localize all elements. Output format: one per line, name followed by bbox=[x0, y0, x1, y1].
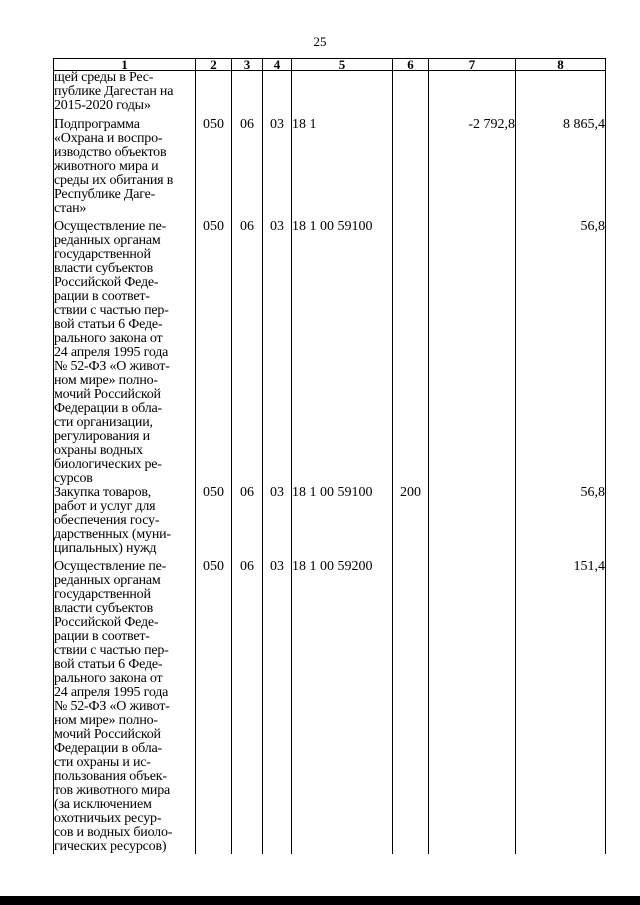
section-code-cell: 06 bbox=[232, 560, 263, 854]
description-line: власти субъектов bbox=[54, 601, 153, 616]
amendment-amount-cell: -2 792,8 bbox=[429, 118, 516, 220]
description-line: государственной bbox=[54, 587, 151, 602]
target-article-code-cell bbox=[292, 71, 393, 119]
description-line: ном мире» полно- bbox=[54, 373, 158, 388]
description-line: биологических ре- bbox=[54, 457, 162, 472]
table-row bbox=[54, 220, 606, 486]
subsection-code-cell: 03 bbox=[263, 486, 292, 560]
description-line: ципальных) нужд bbox=[54, 541, 157, 556]
description-line: сов и водных биоло- bbox=[54, 825, 173, 840]
budget-table bbox=[53, 58, 606, 854]
description-line: дарственных (муни- bbox=[54, 527, 171, 542]
description-line: власти субъектов bbox=[54, 261, 153, 276]
expense-type-code-cell bbox=[393, 71, 429, 119]
row-description bbox=[54, 560, 196, 854]
description-line: Осуществление пе- bbox=[54, 219, 167, 234]
scan-bottom-edge bbox=[0, 896, 640, 905]
column-header-6: 6 bbox=[393, 59, 429, 71]
subsection-code-cell: 03 bbox=[263, 220, 292, 486]
subsection-code-cell: 03 bbox=[263, 118, 292, 220]
page-number: 25 bbox=[313, 34, 327, 49]
description-line: ствии с частью пер- bbox=[54, 303, 169, 318]
description-line: государственной bbox=[54, 247, 151, 262]
section-code-cell: 06 bbox=[232, 118, 263, 220]
description-line: ном мире» полно- bbox=[54, 713, 158, 728]
description-line: сти охраны и ис- bbox=[54, 755, 151, 770]
description-line: «Охрана и воспро- bbox=[54, 131, 163, 146]
total-amount-cell: 56,8 bbox=[516, 220, 606, 486]
table-row bbox=[54, 560, 606, 854]
description-line: публике Дагестан на bbox=[54, 84, 174, 99]
section-code-cell bbox=[232, 71, 263, 119]
description-line: рации в соответ- bbox=[54, 289, 150, 304]
subsection-code-cell bbox=[263, 71, 292, 119]
description-line: изводство объектов bbox=[54, 145, 167, 160]
description-line: 24 апреля 1995 года bbox=[54, 685, 169, 700]
column-header-3: 3 bbox=[232, 59, 263, 71]
description-line: Осуществление пе- bbox=[54, 559, 167, 574]
description-line: рации в соответ- bbox=[54, 629, 150, 644]
description-line: среды их обитания в bbox=[54, 173, 174, 188]
table-row bbox=[54, 486, 606, 560]
target-article-code-cell: 18 1 00 59100 bbox=[292, 486, 393, 560]
description-line: регулирования и bbox=[54, 429, 150, 444]
description-line: Республике Даге- bbox=[54, 187, 156, 202]
description-line: вой статьи 6 Феде- bbox=[54, 657, 163, 672]
description-line: 24 апреля 1995 года bbox=[54, 345, 169, 360]
column-header-4: 4 bbox=[263, 59, 292, 71]
description-line: рального закона от bbox=[54, 331, 163, 346]
column-header-1: 1 bbox=[54, 59, 196, 71]
column-header-5: 5 bbox=[292, 59, 393, 71]
amendment-amount-cell bbox=[429, 220, 516, 486]
amendment-amount-cell bbox=[429, 71, 516, 119]
description-line: щей среды в Рес- bbox=[54, 70, 154, 85]
description-line: мочий Российской bbox=[54, 727, 161, 742]
description-line: сурсов bbox=[54, 471, 93, 486]
description-line: реданных органам bbox=[54, 233, 161, 248]
description-line: вой статьи 6 Феде- bbox=[54, 317, 163, 332]
ministry-code-cell bbox=[196, 71, 232, 119]
table-row bbox=[54, 71, 606, 119]
description-line: охотничьих ресур- bbox=[54, 811, 162, 826]
description-line: № 52-ФЗ «О живот- bbox=[54, 359, 170, 374]
row-description bbox=[54, 220, 196, 486]
section-code-cell: 06 bbox=[232, 220, 263, 486]
target-article-code-cell: 18 1 00 59200 bbox=[292, 560, 393, 854]
description-line: ствии с частью пер- bbox=[54, 643, 169, 658]
table-row bbox=[54, 118, 606, 220]
description-line: охраны водных bbox=[54, 443, 143, 458]
description-line: пользования объек- bbox=[54, 769, 167, 784]
description-line: (за исключением bbox=[54, 797, 152, 812]
ministry-code-cell: 050 bbox=[196, 220, 232, 486]
ministry-code-cell: 050 bbox=[196, 486, 232, 560]
description-line: стан» bbox=[54, 201, 87, 216]
expense-type-code-cell bbox=[393, 220, 429, 486]
expense-type-code-cell bbox=[393, 118, 429, 220]
ministry-code-cell: 050 bbox=[196, 118, 232, 220]
description-line: 2015-2020 годы» bbox=[54, 98, 151, 113]
target-article-code-cell: 18 1 bbox=[292, 118, 393, 220]
description-line: рального закона от bbox=[54, 671, 163, 686]
expense-type-code-cell bbox=[393, 560, 429, 854]
column-header-2: 2 bbox=[196, 59, 232, 71]
description-line: № 52-ФЗ «О живот- bbox=[54, 699, 170, 714]
column-header-7: 7 bbox=[429, 59, 516, 71]
description-line: Российской Феде- bbox=[54, 275, 159, 290]
target-article-code-cell: 18 1 00 59100 bbox=[292, 220, 393, 486]
subsection-code-cell: 03 bbox=[263, 560, 292, 854]
description-line: гических ресурсов) bbox=[54, 839, 167, 854]
amendment-amount-cell bbox=[429, 560, 516, 854]
description-line: работ и услуг для bbox=[54, 499, 156, 514]
description-line: Федерации в обла- bbox=[54, 741, 162, 756]
description-line: Подпрограмма bbox=[54, 117, 140, 132]
total-amount-cell: 8 865,4 bbox=[516, 118, 606, 220]
description-line: мочий Российской bbox=[54, 387, 161, 402]
description-line: обеспечения госу- bbox=[54, 513, 160, 528]
row-description bbox=[54, 486, 196, 560]
section-code-cell: 06 bbox=[232, 486, 263, 560]
header-row bbox=[54, 59, 606, 71]
total-amount-cell bbox=[516, 71, 606, 119]
description-line: сти организации, bbox=[54, 415, 153, 430]
description-line: Закупка товаров, bbox=[54, 485, 152, 500]
table-body bbox=[54, 71, 606, 855]
description-line: тов животного мира bbox=[54, 783, 171, 798]
expense-type-code-cell: 200 bbox=[393, 486, 429, 560]
ministry-code-cell: 050 bbox=[196, 560, 232, 854]
total-amount-cell: 151,4 bbox=[516, 560, 606, 854]
amendment-amount-cell bbox=[429, 486, 516, 560]
row-description bbox=[54, 118, 196, 220]
description-line: Федерации в обла- bbox=[54, 401, 162, 416]
description-line: животного мира и bbox=[54, 159, 159, 174]
description-line: реданных органам bbox=[54, 573, 161, 588]
total-amount-cell: 56,8 bbox=[516, 486, 606, 560]
column-header-8: 8 bbox=[516, 59, 606, 71]
description-line: Российской Феде- bbox=[54, 615, 159, 630]
row-description bbox=[54, 71, 196, 119]
